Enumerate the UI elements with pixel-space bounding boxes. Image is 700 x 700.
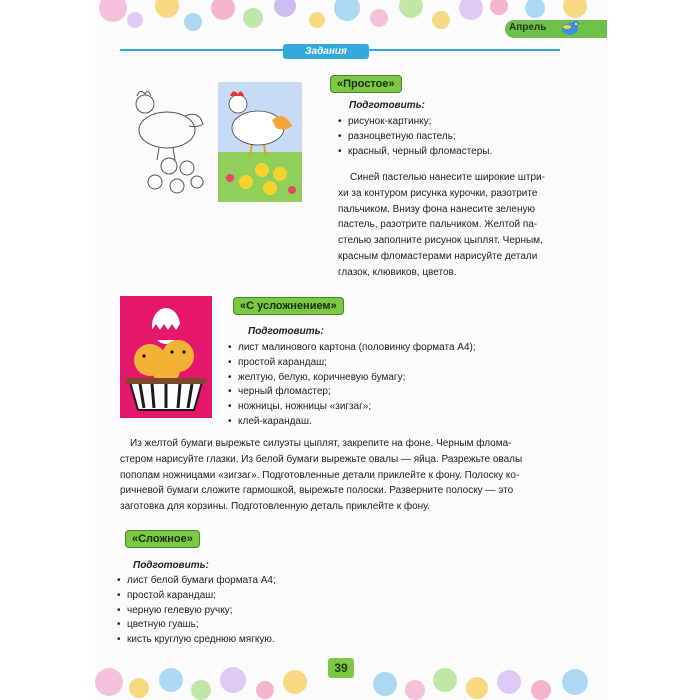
list-item: • желтую, белую, коричневую бумагу; <box>228 371 476 386</box>
simple-prepare-label: Подготовить: <box>349 100 425 111</box>
text-line: Синей пастелью нанесите широкие штри- <box>350 172 545 183</box>
text-line: заготовка для корзины. Подготовленную деталь приклейте к фону. <box>120 501 430 513</box>
list-item: • клей-карандаш. <box>228 415 476 430</box>
text-line: ричневой бумаги сложите гармошкой, вырежьте полоски. Разверните полоску — это <box>120 485 514 497</box>
complex-instructions <box>120 436 522 515</box>
text-line: красным фломастерами нарисуйте детали <box>338 250 538 262</box>
hard-materials-list <box>117 574 276 648</box>
text-line: Из желтой бумаги вырежьте силуэты цыплят, закрепите на фоне. Черным флома- <box>130 438 512 449</box>
hen-colored-drawing <box>218 82 302 202</box>
section-banner: Задания <box>283 44 369 59</box>
list-item: • разноцветную пастель; <box>338 130 492 145</box>
text-line: стелью заполните рисунок цыплят. Черным, <box>338 235 543 247</box>
list-item: • черный фломастер; <box>228 385 476 400</box>
complex-prepare-label: Подготовить: <box>248 326 324 337</box>
simple-materials-list <box>338 115 492 159</box>
month-label: Апрель <box>509 22 547 33</box>
level-hard-badge: «Сложное» <box>125 530 200 548</box>
page-number: 39 <box>328 658 354 678</box>
list-item: • красный, черный фломастеры. <box>338 145 492 160</box>
list-item: • лист белой бумаги формата А4; <box>117 574 276 589</box>
list-item: • ножницы, ножницы «зигзаг»; <box>228 400 476 415</box>
list-item: • черную гелевую ручку; <box>117 604 276 619</box>
hen-outline-drawing <box>127 82 215 200</box>
list-item: • лист малинового картона (половинку формата А4); <box>228 341 476 356</box>
bird-icon <box>558 17 582 37</box>
list-item: • простой карандаш; <box>228 356 476 371</box>
chicks-basket-picture <box>120 296 212 418</box>
level-complex-badge: «С усложнением» <box>233 297 344 315</box>
text-line: пальчиком. Внизу фона нанесите зеленую <box>338 203 535 215</box>
book-page <box>95 0 607 700</box>
simple-instructions <box>338 170 545 281</box>
list-item: • цветную гуашь; <box>117 618 276 633</box>
list-item: • простой карандаш; <box>117 589 276 604</box>
hard-prepare-label: Подготовить: <box>133 560 209 571</box>
text-line: глазок, клювиков, цветов. <box>338 266 457 278</box>
text-line: пополам ножницами «зигзаг». Подготовленные детали приклейте к фону. Полоску ко- <box>120 469 520 481</box>
text-line: стером нарисуйте глазки. Из белой бумаги вырежьте овалы — яйца. Разрежьте овалы <box>120 453 523 465</box>
text-line: пастель, разотрите пальчиком. Желтой па- <box>338 219 538 231</box>
complex-materials-list <box>228 341 476 430</box>
level-simple-badge: «Простое» <box>330 75 402 93</box>
list-item: • кисть круглую среднюю мягкую. <box>117 633 276 648</box>
text-line: хи за контуром рисунка курочки, разотрите <box>338 187 538 199</box>
list-item: • рисунок-картинку; <box>338 115 492 130</box>
